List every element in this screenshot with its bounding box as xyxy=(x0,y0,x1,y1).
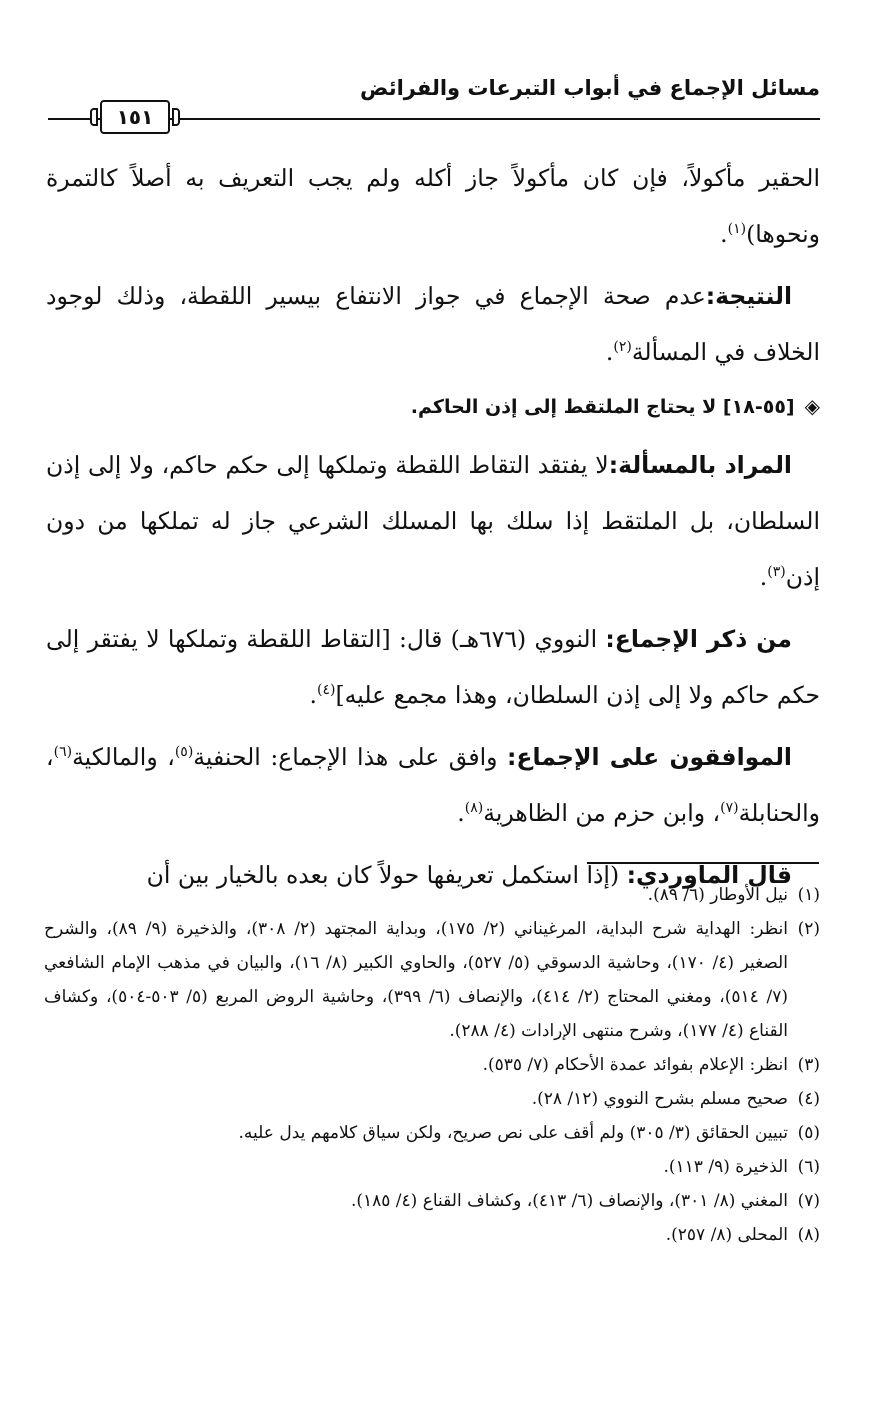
footnote-item: (٥) تبيين الحقائق (٣/ ٣٠٥) ولم أقف على نص صريح، ولكن سياق كلامهم يدل عليه. xyxy=(238,1123,820,1143)
footnote-ref[interactable]: (٢) xyxy=(613,339,632,356)
paragraph-continuation: الحقير مأكولاً، فإن كان مأكولاً جاز أكله ولم يجب التعريف به أصلاً كالتمرة ونحوها)$^{(١)}$. xyxy=(46,164,820,248)
main-text xyxy=(46,150,820,909)
footnote-separator xyxy=(587,862,819,864)
term-label: قال الماوردي: xyxy=(626,861,792,889)
footnote-item: (٨) المحلى (٨/ ٢٥٧). xyxy=(665,1225,820,1245)
footnote-ref[interactable]: (٣) xyxy=(767,564,786,581)
footnote-ref[interactable]: (٤) xyxy=(317,682,336,699)
term-label: المراد بالمسألة: xyxy=(608,451,792,479)
footnote-item: (٣) انظر: الإعلام بفوائد عمدة الأحكام (٧/ ٥٣٥). xyxy=(482,1055,820,1075)
footnote-ref[interactable]: (٧) xyxy=(720,800,739,817)
running-title: مسائل الإجماع في أبواب التبرعات والفرائض xyxy=(360,76,820,100)
section-heading: ◈[٥٥-١٨] لا يحتاج الملتقط إلى إذن الحاكم. xyxy=(410,394,820,418)
term-label: من ذكر الإجماع: xyxy=(605,625,792,653)
footnote-ref[interactable]: (٦) xyxy=(53,744,73,761)
footnotes xyxy=(44,878,820,1252)
footnote-ref[interactable]: (٨) xyxy=(464,800,484,817)
footnote-item: (٢) انظر: الهداية شرح البداية، المرغيناني (٢/ ١٧٥)، وبداية المجتهد (٢/ ٣٠٨)، والذخيرة (٩/ ٨٩)، والشرح الصغير (٤/ ١٧٠)، وحاشية الدسوقي (٥/ ٥٢٧)، والحاوي الكبير (٨/ ١٦)، والبيان في مذهب الإمام الشافعي (٧/ ٥١٤)، ومغني المحتاج (٢/ ٤١٤)، والإنصاف (٦/ ٣٩٩)، وحاشية الروض المربع (٥/ ٥٠٣-٥٠٤)، وكشاف القناع (٤/ ١٧٧)، وشرح منتهى الإرادات (٤/ ٢٨٨). xyxy=(44,919,820,1041)
paragraph-agreeing: الموافقون على الإجماع: وافق على هذا الإجماع: الحنفية$^{(٥)}$، والمالكية$^{(٦)}$، والحنابلة$^{(٧)}$، وابن حزم من الظاهرية$^{(٨)}$. xyxy=(46,743,820,827)
term-label: الموافقون على الإجماع: xyxy=(507,743,792,771)
footnote-ref[interactable]: (٥) xyxy=(174,744,194,761)
page-number: ١٥١ xyxy=(100,100,170,134)
page-header xyxy=(48,74,820,129)
paragraph-mawardi: قال الماوردي: (إذا استكمل تعريفها حولاً كان بعده بالخيار بين أن xyxy=(146,861,792,889)
diamond-icon: ◈ xyxy=(804,394,820,418)
term-label: النتيجة: xyxy=(705,282,792,310)
footnote-ref[interactable]: (١) xyxy=(727,221,747,238)
paragraph-consensus-source: من ذكر الإجماع: النووي (٦٧٦هـ) قال: [التقاط اللقطة وتملكها لا يفتقر إلى حكم حاكم ولا إلى إذن السلطان، وهذا مجمع عليه]$^{(٤)}$. xyxy=(46,625,820,709)
footnote-item: (٦) الذخيرة (٩/ ١١٣). xyxy=(663,1157,820,1177)
footnote-item: (٧) المغني (٨/ ٣٠١)، والإنصاف (٦/ ٤١٣)، وكشاف القناع (٤/ ١٨٥). xyxy=(350,1191,820,1211)
footnote-item: (١) نيل الأوطار (٦/ ٨٩). xyxy=(647,885,820,905)
footnote-item: (٤) صحيح مسلم بشرح النووي (١٢/ ٢٨). xyxy=(531,1089,820,1109)
paragraph-meaning: المراد بالمسألة:لا يفتقد التقاط اللقطة وتملكها إلى حكم حاكم، ولا إلى إذن السلطان، بل الملتقط إذا سلك بها المسلك الشرعي جاز له تملكها من دون إذن$^{(٣)}$. xyxy=(46,451,820,591)
paragraph-result: النتيجة:عدم صحة الإجماع في جواز الانتفاع بيسير اللقطة، وذلك لوجود الخلاف في المسألة$^{(٢)}$. xyxy=(46,282,820,366)
header-left-rule xyxy=(48,118,88,120)
